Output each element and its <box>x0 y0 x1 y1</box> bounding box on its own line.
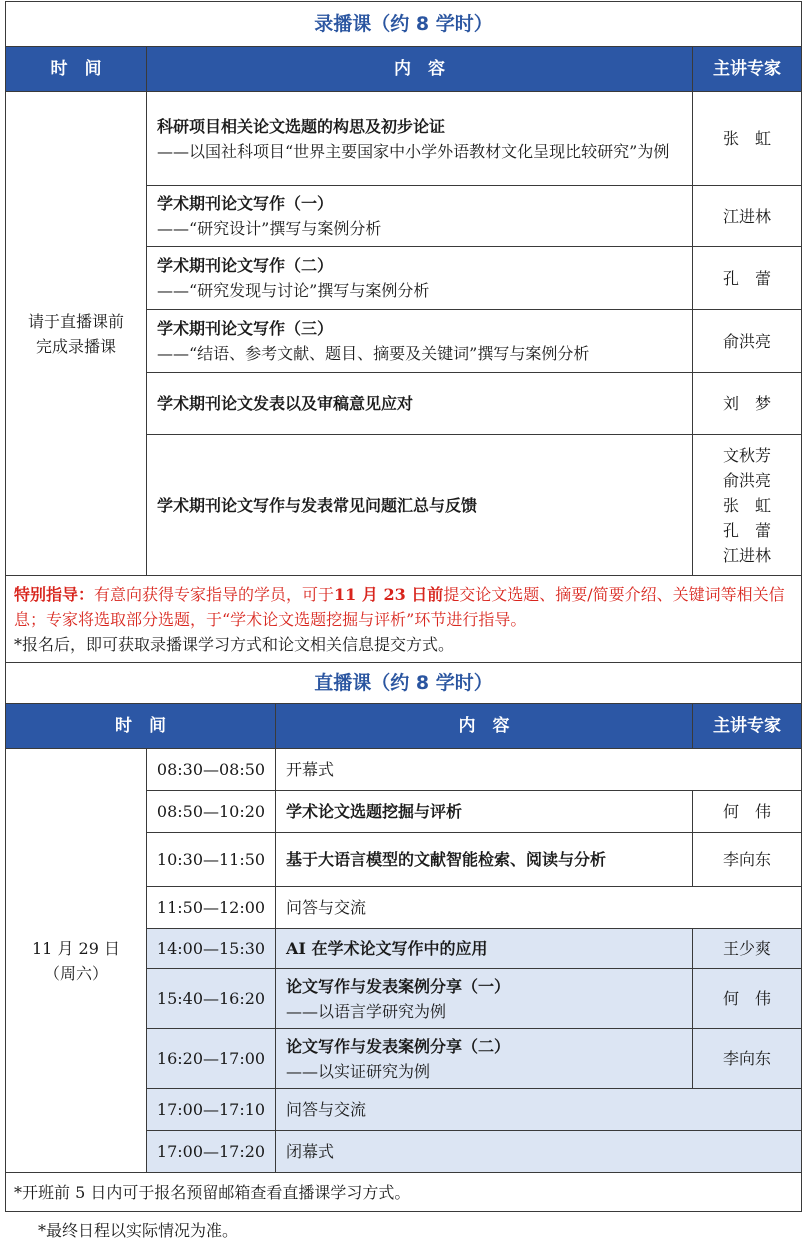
recorded-time-cell: 请于直播课前 完成录播课 <box>6 92 147 576</box>
live-header-time: 时 间 <box>6 704 276 749</box>
live-row-expert: 何 伟 <box>693 791 802 833</box>
recorded-header-content: 内 容 <box>147 47 693 92</box>
live-row-time: 11:50—12:00 <box>147 887 276 929</box>
special-guidance: 特别指导：有意向获得专家指导的学员，可于11 月 23 日前提交论文选题、摘要/简要介绍、关键词等相关信息；专家将选取部分选题，于“学术论文选题挖掘与评析”环节进行指导。 *报名后，即可获取录播课学习方式和论文相关信息提交方式。 <box>6 576 802 663</box>
live-row <box>6 749 802 791</box>
footer-note: *最终日程以实际情况为准。 <box>38 1221 239 1240</box>
live-row-content: 问答与交流 <box>276 1089 802 1131</box>
live-row-content: 论文写作与发表案例分享（一） ——以语言学研究为例 <box>276 969 693 1029</box>
recorded-row-expert: 俞洪亮 <box>693 310 802 373</box>
live-note: *开班前 5 日内可于报名预留邮箱查看直播课学习方式。 <box>6 1173 802 1212</box>
live-row-time: 08:30—08:50 <box>147 749 276 791</box>
live-header-expert: 主讲专家 <box>693 704 802 749</box>
schedule <box>5 1 801 1212</box>
recorded-title: 录播课（约 8 学时） <box>6 2 802 47</box>
live-row-content: 开幕式 <box>276 749 802 791</box>
live-row-time: 14:00—15:30 <box>147 929 276 969</box>
recorded-row-content: 科研项目相关论文选题的构思及初步论证 ——以国社科项目“世界主要国家中小学外语教材文化呈现比较研究”为例 <box>147 92 693 186</box>
live-row-content: 学术论文选题挖掘与评析 <box>276 791 693 833</box>
special-date: 11 月 23 日前 <box>334 584 444 604</box>
live-row-expert: 李向东 <box>693 1029 802 1089</box>
live-row-time: 10:30—11:50 <box>147 833 276 887</box>
recorded-row-content: 学术期刊论文写作（二） ——“研究发现与讨论”撰写与案例分析 <box>147 247 693 310</box>
special-label: 特别指导： <box>14 584 95 604</box>
live-row-content: AI 在学术论文写作中的应用 <box>276 929 693 969</box>
live-date-cell: 11 月 29 日 （周六） <box>6 749 147 1173</box>
recorded-row-content: 学术期刊论文发表以及审稿意见应对 <box>147 373 693 435</box>
recorded-row-content: 学术期刊论文写作（三） ——“结语、参考文献、题目、摘要及关键词”撰写与案例分析 <box>147 310 693 373</box>
special-note: *报名后，即可获取录播课学习方式和论文相关信息提交方式。 <box>14 634 455 654</box>
recorded-row-expert: 刘 梦 <box>693 373 802 435</box>
recorded-row-expert: 孔 蕾 <box>693 247 802 310</box>
live-row-expert: 何 伟 <box>693 969 802 1029</box>
live-row-time: 17:00—17:10 <box>147 1089 276 1131</box>
live-row-expert: 李向东 <box>693 833 802 887</box>
live-row-time: 17:00—17:20 <box>147 1131 276 1173</box>
recorded-header-expert: 主讲专家 <box>693 47 802 92</box>
live-title: 直播课（约 8 学时） <box>6 663 802 704</box>
live-row-content: 问答与交流 <box>276 887 802 929</box>
live-row-content: 基于大语言模型的文献智能检索、阅读与分析 <box>276 833 693 887</box>
live-row-content: 论文写作与发表案例分享（二） ——以实证研究为例 <box>276 1029 693 1089</box>
recorded-row-expert: 文秋芳 俞洪亮 张 虹 孔 蕾 江进林 <box>693 435 802 576</box>
recorded-table <box>5 1 802 663</box>
recorded-row-expert: 江进林 <box>693 186 802 247</box>
live-table <box>5 662 802 1212</box>
live-row-time: 16:20—17:00 <box>147 1029 276 1089</box>
live-header-content: 内 容 <box>276 704 693 749</box>
live-row-expert: 王少爽 <box>693 929 802 969</box>
recorded-row-content: 学术期刊论文写作与发表常见问题汇总与反馈 <box>147 435 693 576</box>
live-row-time: 08:50—10:20 <box>147 791 276 833</box>
live-row-content: 闭幕式 <box>276 1131 802 1173</box>
live-row-time: 15:40—16:20 <box>147 969 276 1029</box>
recorded-row-expert: 张 虹 <box>693 92 802 186</box>
recorded-header-time: 时 间 <box>6 47 147 92</box>
recorded-row-content: 学术期刊论文写作（一） ——“研究设计”撰写与案例分析 <box>147 186 693 247</box>
